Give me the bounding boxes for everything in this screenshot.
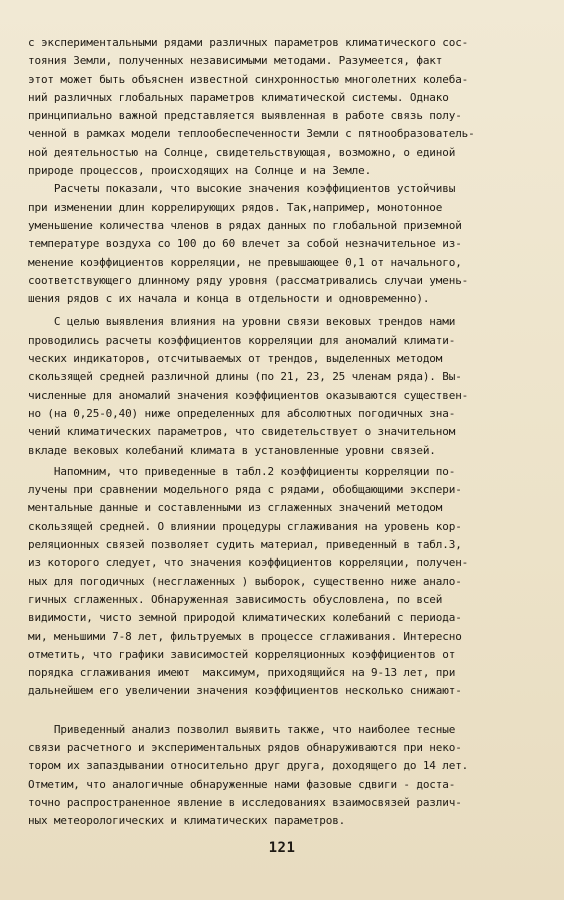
- text-line: уменьшение количества членов в рядах данных по глобальной приземной: [28, 218, 462, 232]
- text-line: Напомним, что приведенные в табл.2 коэффициенты корреляции по-: [28, 464, 456, 478]
- text-line: дальнейшем его увеличении значения коэффициентов несколько снижают-: [28, 684, 462, 698]
- text-line: ментальные данные и составленными из сглаженных значений методом: [28, 501, 443, 515]
- text-line: при изменении длин коррелирующих рядов. Так,например, монотонное: [28, 200, 443, 214]
- text-line: Приведенный анализ позволил выявить также, что наиболее тесные: [28, 722, 456, 736]
- text-line: из которого следует, что значения коэффициентов корреляции, получен-: [28, 556, 469, 570]
- text-line: гичных сглаженных. Обнаруженная зависимость обусловлена, по всей: [28, 592, 443, 606]
- text-line: тояния Земли, полученных независимыми методами. Разумеется, факт: [28, 54, 443, 68]
- text-line: этот может быть объяснен известной синхронностью многолетних колеба-: [28, 72, 469, 86]
- text-line: численные для аномалий значения коэффициентов оказываются существен-: [28, 388, 469, 402]
- text-line: вкладе вековых колебаний климата в установленные уровни связей.: [28, 443, 436, 457]
- page-number: 121: [268, 840, 296, 856]
- text-line: но (на 0,25-0,40) ниже определенных для абсолютных погодичных зна-: [28, 406, 456, 420]
- text-line: видимости, чисто земной природой климатических колебаний с периода-: [28, 611, 462, 625]
- text-line: отметить, что графики зависимостей корреляционных коэффициентов от: [28, 647, 456, 661]
- text-line: ных для погодичных (несглаженных ) выборок, существенно ниже анало-: [28, 574, 462, 588]
- text-line: С целью выявления влияния на уровни связи вековых трендов нами: [28, 315, 456, 329]
- text-line: чений климатических параметров, что свидетельствует о значительном: [28, 425, 456, 439]
- paragraph: [28, 180, 534, 308]
- paragraph: [28, 313, 534, 459]
- text-line: природе процессов, происходящих на Солнце и на Земле.: [28, 164, 372, 178]
- text-line: скользящей средней. О влиянии процедуры сглаживания на уровень кор-: [28, 519, 462, 533]
- text-line: скользящей средней различной длины (по 21, 23, 25 членам ряда). Вы-: [28, 370, 462, 384]
- paragraph: [28, 34, 534, 180]
- text-line: лучены при сравнении модельного ряда с рядами, обобщающими экспери-: [28, 483, 462, 497]
- paragraph: [28, 463, 534, 701]
- text-line: ческих индикаторов, отсчитываемых от трендов, выделенных методом: [28, 352, 443, 366]
- text-line: ных метеорологических и климатических параметров.: [28, 814, 346, 828]
- text-line: ний различных глобальных параметров климатической системы. Однако: [28, 90, 449, 104]
- text-line: с экспериментальными рядами различных параметров климатического сос-: [28, 36, 469, 49]
- text-line: соответствующего длинному ряду уровня (рассматривались случаи умень-: [28, 273, 469, 287]
- text-line: Отметим, что аналогичные обнаруженные нами фазовые сдвиги - доста-: [28, 777, 456, 791]
- text-line: тором их запаздывании относительно друг друга, доходящего до 14 лет.: [28, 759, 469, 773]
- text-line: реляционных связей позволяет судить материал, приведенный в табл.3,: [28, 538, 462, 552]
- text-line: порядка сглаживания имеют максимум, приходящийся на 9-13 лет, при: [28, 666, 456, 680]
- text-line: проводились расчеты коэффициентов корреляции для аномалий климати-: [28, 333, 456, 347]
- text-line: ной деятельностью на Солнце, свидетельствующая, возможно, о единой: [28, 145, 456, 159]
- text-line: ми, меньшими 7-8 лет, фильтруемых в процессе сглаживания. Интересно: [28, 629, 462, 643]
- text-line: принципиально важной представляется выявленная в работе связь полу-: [28, 109, 462, 123]
- text-line: температуре воздуха со 100 до 60 влечет за собой незначительное из-: [28, 237, 462, 251]
- paragraph: [28, 721, 534, 831]
- text-line: ченной в рамках модели теплообеспеченности Земли с пятнообразователь-: [28, 127, 475, 141]
- text-line: точно распространенное явление в исследованиях взаимосвязей различ-: [28, 795, 462, 809]
- text-line: шения рядов с их начала и конца в отдельности и одновременно).: [28, 292, 430, 306]
- text-body: [28, 34, 534, 830]
- text-line: менение коэффициентов корреляции, не превышающее 0,1 от начального,: [28, 255, 462, 269]
- text-line: связи расчетного и экспериментальных рядов обнаруживаются при неко-: [28, 740, 462, 754]
- text-line: Расчеты показали, что высокие значения коэффициентов устойчивы: [28, 182, 456, 196]
